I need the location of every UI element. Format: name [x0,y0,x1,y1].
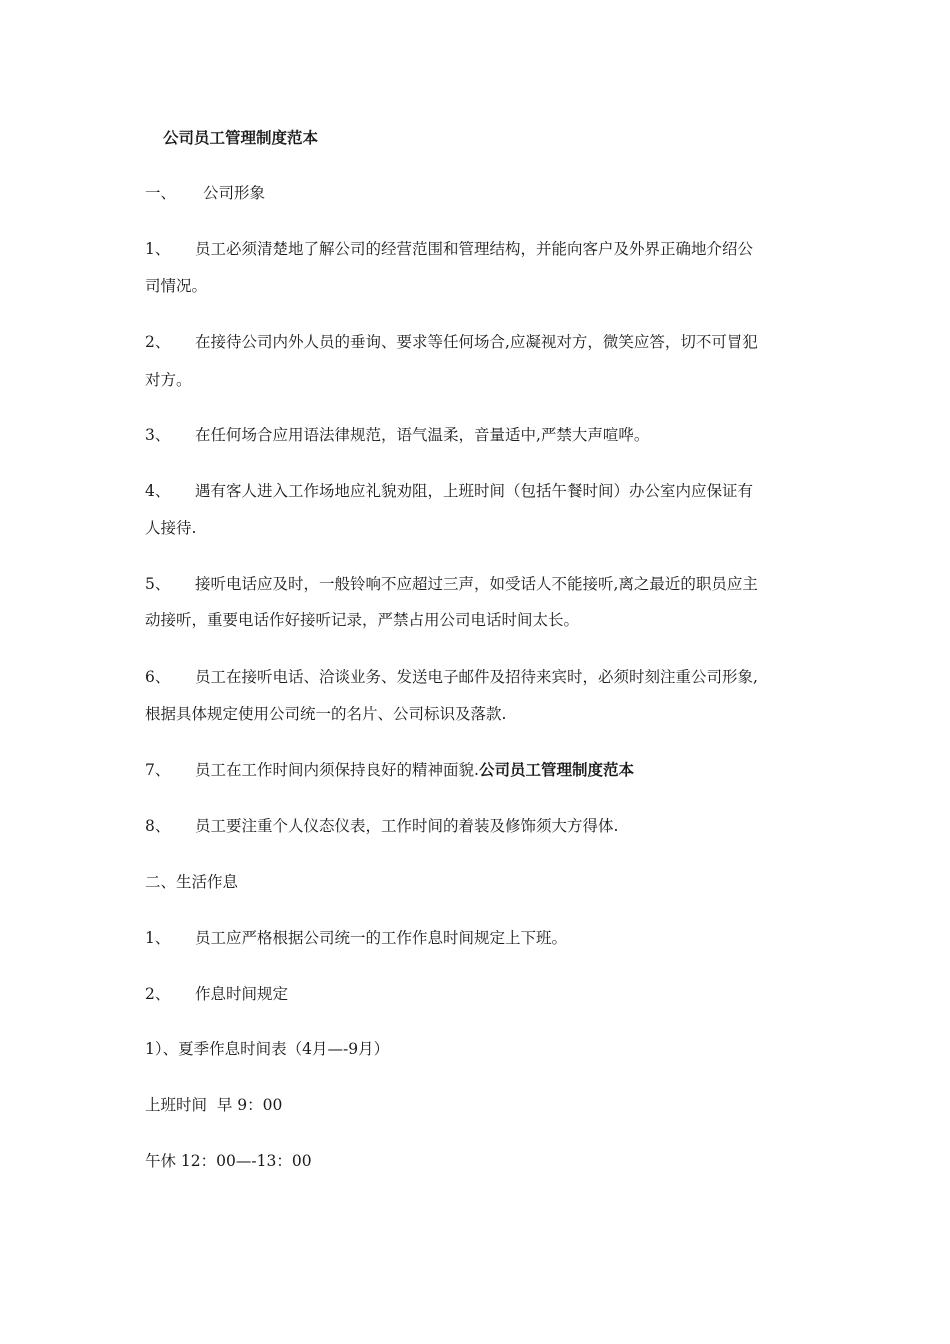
list-item [145,984,288,1004]
item-text: 接听电话应及时，一般铃响不应超过三声，如受话人不能接听,离之最近的职员应主 [195,575,758,593]
item-text: 在任何场合应用语法律规范，语气温柔，音量适中,严禁大声喧哗。 [195,426,650,444]
item-number: 2、 [145,333,171,351]
item-text: 作息时间规定 [195,985,289,1003]
schedule-title: 1）、夏季作息时间表（4月—-9月） [145,1040,390,1058]
item-number: 5、 [145,575,171,593]
section-heading: 二、生活作息 [145,873,239,891]
list-item [145,239,753,259]
list-item [145,760,634,780]
item-number: 3、 [145,426,171,444]
item-number: 7、 [145,761,171,779]
item-continuation: 根据具体规定使用公司统一的名片、公司标识及落款. [145,705,507,723]
item-number: 1、 [145,240,171,258]
item-continuation: 司情况。 [145,277,208,295]
item-number: 8、 [145,817,171,835]
item-number: 2、 [145,985,171,1003]
item-text: 遇有客人进入工作场地应礼貌劝阻，上班时间（包括午餐时间）办公室内应保证有 [195,482,754,500]
item-text: 员工应严格根据公司统一的工作作息时间规定上下班。 [195,929,568,947]
item-continuation: 对方。 [145,371,192,389]
item-text: 在接待公司内外人员的垂询、要求等任何场合,应凝视对方，微笑应答，切不可冒犯 [195,333,758,351]
item-text: 员工在工作时间内须保持良好的精神面貌. [195,761,479,779]
item-number: 1、 [145,929,171,947]
work-start-time: 上班时间 早 9：00 [145,1096,283,1114]
section-number: 一、 [145,184,177,202]
list-item [145,928,567,948]
document-title: 公司员工管理制度范本 [163,129,319,147]
item-text: 员工要注重个人仪态仪表，工作时间的着装及修饰须大方得体. [195,817,619,835]
list-item [145,667,758,687]
item-text: 员工在接听电话、洽谈业务、发送电子邮件及招待来宾时，必须时刻注重公司形象, [195,668,758,686]
section-title: 公司形象 [203,184,266,202]
item-text: 员工必须清楚地了解公司的经营范围和管理结构，并能向客户及外界正确地介绍公 [195,240,754,258]
section-heading [145,183,265,203]
item-continuation: 人接待. [145,519,197,537]
item-continuation: 动接听，重要电话作好接听记录，严禁占用公司电话时间太长。 [145,611,580,629]
list-item [145,574,758,594]
inline-bold-title: 公司员工管理制度范本 [478,761,634,779]
list-item [145,332,758,352]
item-number: 4、 [145,482,171,500]
lunch-break-time: 午休 12：00—-13：00 [145,1152,312,1170]
item-number: 6、 [145,668,171,686]
list-item [145,481,753,501]
list-item [145,425,649,445]
list-item [145,816,618,836]
